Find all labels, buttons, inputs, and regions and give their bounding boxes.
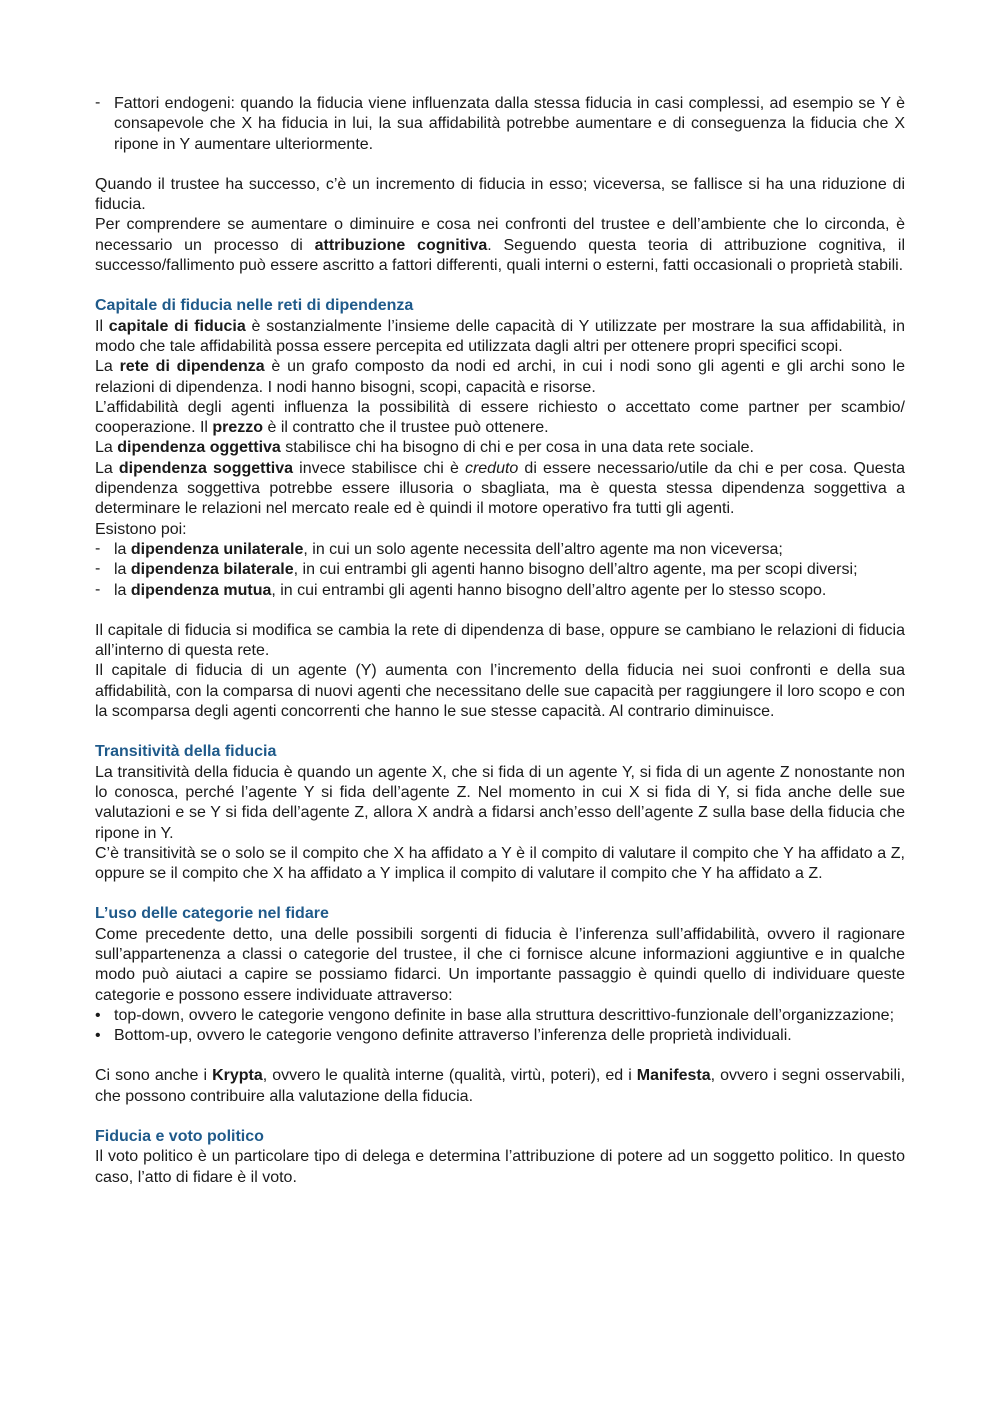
paragraph-text: L’affidabilità degli agenti influenza la possibilità di essere richiesto o accettato come partner per scambio/ cooperazione. Il xyxy=(95,398,905,437)
bold-term: dipendenza mutua xyxy=(130,581,272,599)
paragraph xyxy=(95,317,905,358)
section-heading: Capitale di fiducia nelle reti di dipendenza xyxy=(95,297,414,315)
paragraph-text: Esistono poi: xyxy=(95,520,187,538)
list-item-text: Bottom-up, ovvero le categorie vengono definite attraverso l’inferenza delle proprietà individuali. xyxy=(114,1027,792,1045)
paragraph-text: Ci sono anche i xyxy=(95,1067,213,1085)
bold-term: Krypta xyxy=(212,1067,263,1085)
paragraph-text: è un grafo composto da nodi ed archi, in cui i nodi sono gli agenti e gli archi sono le relazioni di dipendenza. I nodi hanno bisogni, scopi, capacità e risorse. xyxy=(95,358,906,396)
paragraph xyxy=(95,763,905,844)
paragraph-text: Il xyxy=(95,317,109,335)
dash-marker: - xyxy=(95,94,101,111)
bold-term: prezzo xyxy=(212,419,264,437)
dependency-list xyxy=(95,540,905,601)
bullet-marker: • xyxy=(95,1027,101,1045)
paragraph-text: Come precedente detto, una delle possibili sorgenti di fiducia è l’inferenza sull’affidabilità, ovvero il ragionare sull’appartenenza a classi o categorie del trustee, il che ci fornisce alcune informazioni aggiuntive e in qualche modo può aiutaci a capire se possiamo fidarci. Un importante passaggio è quindi quello di individuare queste categorie e possono essere individuate attraverso: xyxy=(95,925,905,1004)
paragraph xyxy=(95,438,905,458)
section-heading: L’uso delle categorie nel fidare xyxy=(95,905,329,923)
list-item xyxy=(95,1006,905,1026)
paragraph xyxy=(95,459,905,520)
paragraph xyxy=(95,215,905,276)
list-item-text: Fattori endogeni: quando la fiducia viene influenzata dalla stessa fiducia in casi complessi, ad esempio se Y è consapevole che X ha fiducia in lui, la sua affidabilità potrebbe aumentare e di conseguenza la fiducia che X ripone in Y aumentare ulteriormente. xyxy=(114,95,905,153)
paragraph-text: è sostanzialmente l’insieme delle capacità di Y utilizzate per mostrare la sua affidabilità, in modo che tale affidabilità possa essere percepita ed utilizzata dagli altri per ottenere propri specifici scopi. xyxy=(95,317,905,355)
list-item-text: , in cui entrambi gli agenti hanno bisogno dell’altro agente, ma per scopi diversi; xyxy=(293,561,858,579)
paragraph-text: Il voto politico è un particolare tipo di delega e determina l’attribuzione di potere ad un soggetto politico. In questo caso, l’atto di fidare è il voto. xyxy=(95,1148,905,1186)
paragraph-text: C’è transitività se o solo se il compito che X ha affidato a Y è il compito di valutare il compito che Y ha affidato a Z, oppure se il compito che X ha affidato a Y implica il compito di valutare il compito che Y ha affidato a Z. xyxy=(95,844,905,883)
list-item xyxy=(95,94,905,155)
dash-marker: - xyxy=(95,580,101,598)
list-item-text: , in cui un solo agente necessita dell’altro agente ma non viceversa; xyxy=(303,540,783,558)
list-item xyxy=(95,540,905,560)
paragraph-text: , ovvero le qualità interne (qualità, virtù, poteri), ed i xyxy=(262,1067,637,1085)
list-item xyxy=(95,1026,905,1046)
paragraph-text: Per comprendere se aumentare o diminuire e cosa nei confronti del trustee e dell’ambiente che lo circonda, è necessario un processo di xyxy=(95,216,905,254)
bold-term: Manifesta xyxy=(636,1067,711,1085)
list-item-text: la xyxy=(114,561,131,579)
paragraph xyxy=(95,621,905,662)
paragraph xyxy=(95,844,905,885)
paragraph-text: Il capitale di fiducia si modifica se cambia la rete di dipendenza di base, oppure se cambiano le relazioni di fiducia all’interno di questa rete. xyxy=(95,621,905,660)
dash-marker: - xyxy=(95,539,101,557)
bold-term: dipendenza oggettiva xyxy=(117,439,281,457)
paragraph xyxy=(95,175,905,216)
list-item-text: top-down, ovvero le categorie vengono definite in base alla struttura descrittivo-funzionale dell’organizzazione; xyxy=(114,1006,895,1024)
paragraph-text: . Seguendo questa teoria di attribuzione cognitiva, il successo/fallimento può essere ascritto a fattori differenti, quali interni o esterni, fatti occasionali o proprietà stabili. xyxy=(95,236,906,275)
section-heading: Fiducia e voto politico xyxy=(95,1128,264,1146)
paragraph-text: di essere necessario/utile da chi e per cosa. Questa dipendenza soggettiva potrebbe essere illusoria o sbagliata, ma è questa stessa dipendenza soggettiva a determinare le relazioni nel mercato reale ed è quindi il motore operativo fra tutti gli agenti. xyxy=(95,459,905,518)
section-heading: Transitività della fiducia xyxy=(95,743,277,761)
list-item-text: la xyxy=(114,540,131,558)
bold-term: dipendenza bilaterale xyxy=(130,561,294,579)
bold-term: rete di dipendenza xyxy=(119,358,265,376)
bold-term: capitale di fiducia xyxy=(108,317,246,335)
paragraph-text: La xyxy=(95,439,118,457)
paragraph-text: invece stabilisce chi è xyxy=(293,459,465,477)
paragraph-text: La transitività della fiducia è quando un agente X, che si fida di un agente Y, si fida di un agente Z nonostante non lo conosca, perché l’agente Y si fida dell’agente Z. Nel momento in cui X si fida di Y, si fida anche delle sue valutazioni e se Y si fida dell’agente Z, allora X andrà a fidarsi anch’esso dell’agente Z sulla base della fiducia che ripone in Y. xyxy=(95,763,905,842)
paragraph xyxy=(95,1066,905,1107)
document-page xyxy=(95,94,905,1188)
paragraph-text: , ovvero i segni osservabili, che possono contribuire alla valutazione della fiducia. xyxy=(95,1067,906,1105)
paragraph-text: Il capitale di fiducia di un agente (Y) aumenta con l’incremento della fiducia nei suoi confronti e della sua affidabilità, con la comparsa di nuovi agenti che necessitano delle sue capacità per raggiungere il loro scopo e con la scomparsa degli agenti concorrenti che hanno le sue stesse capacità. Al contrario diminuisce. xyxy=(95,662,905,721)
paragraph xyxy=(95,357,905,398)
intro-list xyxy=(95,94,905,155)
paragraph xyxy=(95,398,905,439)
bullet-marker: • xyxy=(95,1006,101,1024)
bold-term: dipendenza soggettiva xyxy=(118,459,294,477)
paragraph-text: La xyxy=(95,358,120,376)
category-list xyxy=(95,1006,905,1047)
bold-term: attribuzione cognitiva xyxy=(314,236,488,254)
bold-term: dipendenza unilaterale xyxy=(130,540,304,558)
paragraph xyxy=(95,661,905,722)
paragraph-text: La xyxy=(95,459,119,477)
paragraph-text: stabilisce chi ha bisogno di chi e per cosa in una data rete sociale. xyxy=(280,439,754,457)
paragraph-text: è il contratto che il trustee può ottenere. xyxy=(263,419,549,437)
paragraph xyxy=(95,1147,905,1188)
dash-marker: - xyxy=(95,560,101,578)
italic-term: creduto xyxy=(464,459,519,477)
list-item-text: , in cui entrambi gli agenti hanno bisogno dell’altro agente per lo stesso scopo. xyxy=(271,581,827,599)
paragraph xyxy=(95,925,905,1006)
paragraph xyxy=(95,520,905,540)
list-item xyxy=(95,560,905,580)
list-item xyxy=(95,581,905,601)
paragraph-text: Quando il trustee ha successo, c’è un incremento di fiducia in esso; viceversa, se fallisce si ha una riduzione di fiducia. xyxy=(95,175,905,214)
list-item-text: la xyxy=(114,581,131,599)
